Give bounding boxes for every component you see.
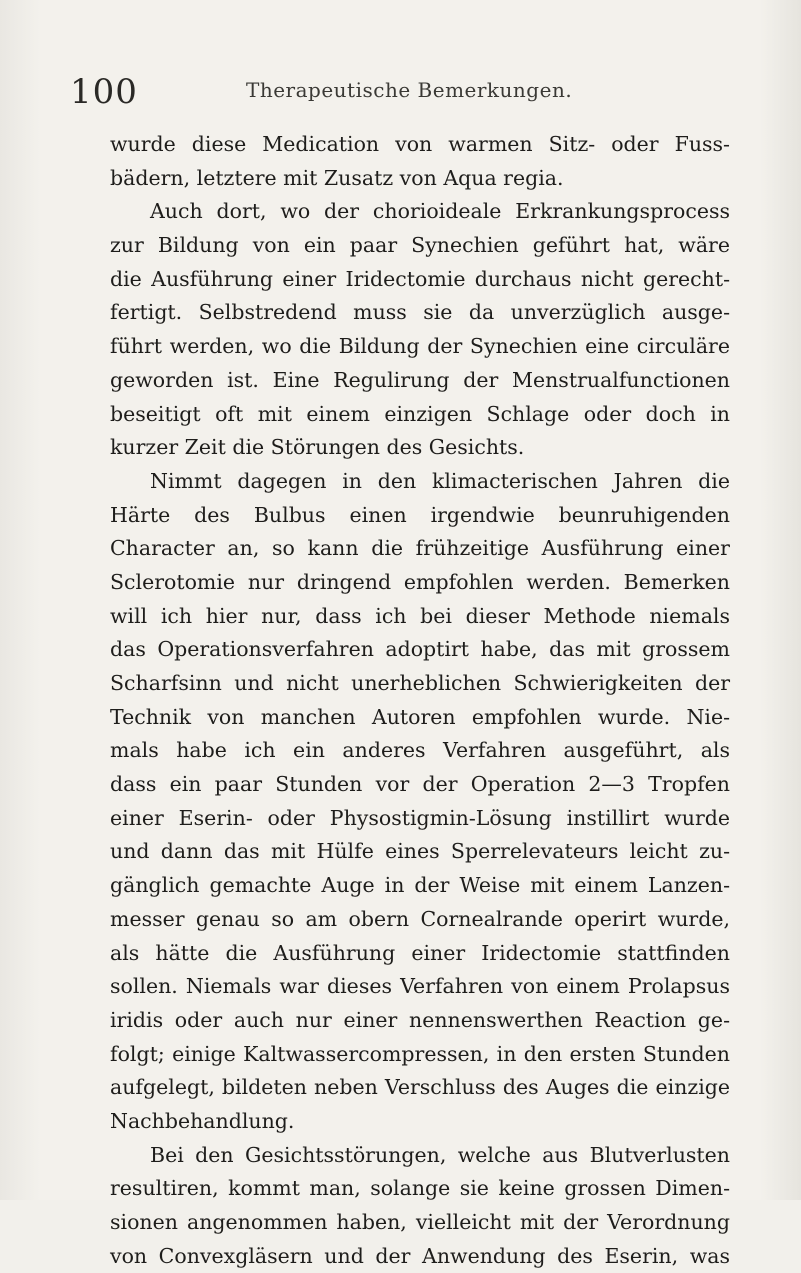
text-line: führt werden, wo die Bildung der Synechien eine circuläre bbox=[110, 334, 730, 359]
text-line: will ich hier nur, dass ich bei dieser Methode niemals bbox=[110, 603, 730, 628]
text-line: resultiren, kommt man, solange sie keine grossen Dimen- bbox=[110, 1176, 730, 1201]
page-number: 100 bbox=[70, 72, 138, 112]
text-line: als hätte die Ausführung einer Iridectomie stattfinden bbox=[110, 940, 730, 965]
text-line: aufgelegt, bildeten neben Verschluss des Auges die einzige bbox=[110, 1075, 730, 1100]
text-line: mals habe ich ein anderes Verfahren ausgeführt, als bbox=[110, 738, 730, 763]
text-line: Sclerotomie nur dringend empfohlen werden. Bemerken bbox=[110, 569, 730, 594]
text-line: dass ein paar Stunden vor der Operation 2—3 Tropfen bbox=[110, 772, 730, 797]
text-line: folgt; einige Kaltwassercompressen, in den ersten Stunden bbox=[110, 1041, 730, 1066]
body-text bbox=[110, 128, 730, 1273]
text-line: und dann das mit Hülfe eines Sperrelevateurs leicht zu- bbox=[110, 839, 730, 864]
text-line: zur Bildung von ein paar Synechien geführt hat, wäre bbox=[110, 233, 730, 258]
text-line: wurde diese Medication von warmen Sitz- oder Fuss- bbox=[110, 132, 730, 156]
text-line: geworden ist. Eine Regulirung der Menstrualfunctionen bbox=[110, 367, 730, 392]
text-line: kurzer Zeit die Störungen des Gesichts. bbox=[110, 435, 525, 460]
text-line: bädern, letztere mit Zusatz von Aqua regia. bbox=[110, 165, 564, 190]
text-line: sionen angenommen haben, vielleicht mit der Verordnung bbox=[110, 1210, 730, 1234]
text-line: Bei den Gesichtsstörungen, welche aus Blutverlusten bbox=[150, 1142, 730, 1167]
running-title: Therapeutische Bemerkungen. bbox=[246, 78, 573, 102]
text-line: beseitigt oft mit einem einzigen Schlage oder doch in bbox=[110, 401, 730, 426]
text-line: Scharfsinn und nicht unerheblichen Schwierigkeiten der bbox=[110, 671, 730, 695]
text-line: das Operationsverfahren adoptirt habe, das mit grossem bbox=[110, 637, 730, 662]
text-line: Nimmt dagegen in den klimacterischen Jahren die bbox=[150, 468, 730, 493]
text-line: einer Eserin- oder Physostigmin-Lösung instillirt wurde bbox=[110, 805, 730, 830]
text-line: die Ausführung einer Iridectomie durchaus nicht gerecht- bbox=[110, 266, 730, 291]
text-line: Härte des Bulbus einen irgendwie beunruhigenden bbox=[110, 502, 730, 527]
text-line: Auch dort, wo der chorioideale Erkrankungsprocess bbox=[150, 199, 730, 224]
text-line: Nachbehandlung. bbox=[110, 1108, 295, 1133]
page-header bbox=[70, 72, 710, 112]
text-line: gänglich gemachte Auge in der Weise mit einem Lanzen- bbox=[110, 873, 730, 898]
text-line: fertigt. Selbstredend muss sie da unverzüglich ausge- bbox=[110, 300, 730, 325]
text-line: messer genau so am obern Cornealrande operirt wurde, bbox=[110, 906, 730, 931]
text-line: sollen. Niemals war dieses Verfahren von einem Prolapsus bbox=[110, 974, 730, 999]
text-line: von Convexgläsern und der Anwendung des Eserin, was bbox=[110, 1243, 730, 1268]
text-line: Technik von manchen Autoren empfohlen wurde. Nie- bbox=[110, 704, 730, 729]
text-line: iridis oder auch nur einer nennenswerthen Reaction ge- bbox=[110, 1007, 730, 1032]
text-line: Character an, so kann die frühzeitige Ausführung einer bbox=[110, 536, 730, 561]
